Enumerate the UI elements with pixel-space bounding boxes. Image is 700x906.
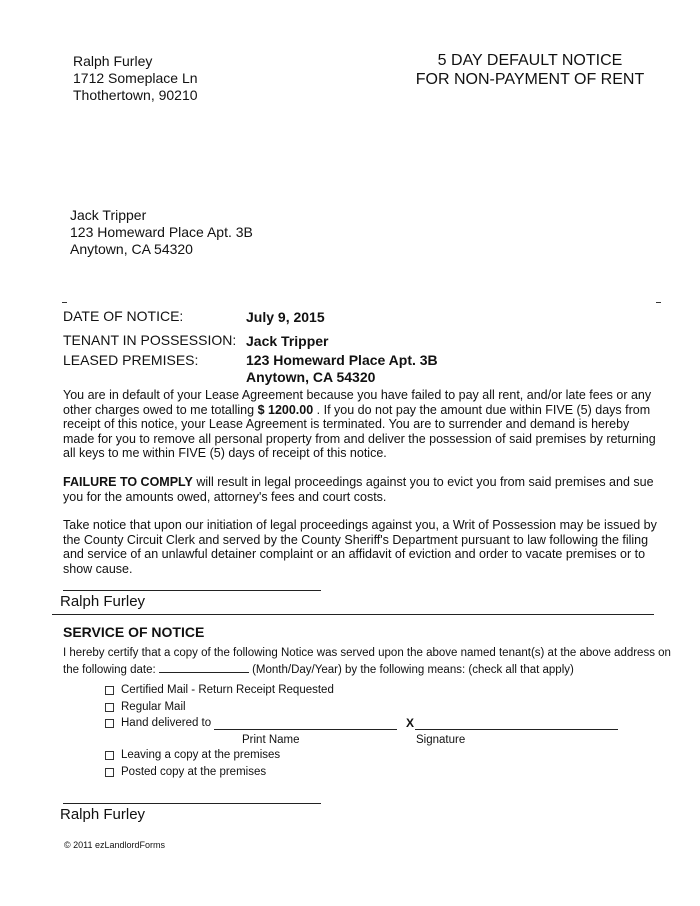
premises-label: LEASED PREMISES: [63, 352, 199, 368]
text: You are in default of your Lease Agreement because you have failed to pay all rent, and/or late fees or any other charges owed to me totalling [63, 388, 652, 417]
checkbox-icon [105, 768, 114, 777]
copyright: © 2011 ezLandlordForms [64, 840, 166, 850]
print-name-line [214, 729, 397, 730]
server-signature-line [63, 803, 321, 804]
margin-mark [62, 302, 67, 303]
option-label: Leaving a copy at the premises [121, 749, 281, 761]
option-posted-copy [105, 766, 266, 778]
title-line-2: FOR NON-PAYMENT OF RENT [415, 71, 645, 88]
service-certification [63, 645, 673, 678]
landlord-signature-name: Ralph Furley [60, 593, 146, 610]
checkbox-icon [105, 686, 114, 695]
text: . If you do not pay the amount due within FIVE (5) days from receipt of this notice, your Lease Agreement is terminated. You are to surrender and demand is hereby made for you to remove all personal property from and deliver the possession of said premises by returning all keys to me within FIVE (5) days of receipt of this notice. [63, 402, 656, 461]
option-hand-delivered [105, 717, 211, 729]
premises-value [246, 352, 438, 386]
premises-line-1: 123 Homeward Place Apt. 3B [246, 352, 438, 368]
recipient-address [70, 207, 253, 258]
option-label: Posted copy at the premises [121, 766, 267, 778]
date-value: July 9, 2015 [246, 309, 325, 325]
server-signature-name: Ralph Furley [60, 806, 146, 823]
sender-name: Ralph Furley [73, 53, 153, 69]
signature-line [63, 590, 321, 591]
recipient-street: 123 Homeward Place Apt. 3B [70, 224, 253, 240]
hand-signature-line [415, 729, 618, 730]
service-heading: SERVICE OF NOTICE [63, 624, 205, 640]
recipient-city: Anytown, CA 54320 [70, 241, 193, 257]
text: (Month/Day/Year) by the following means: (check all that apply) [248, 664, 574, 676]
sender-city: Thothertown, 90210 [73, 87, 198, 103]
notice-body [63, 388, 663, 591]
text: will result in legal proceedings against you to evict you from said premises and sue you for the amounts owed, attorney's fees and court costs. [63, 474, 654, 504]
tenant-label: TENANT IN POSSESSION: [63, 332, 237, 348]
section-divider [52, 614, 654, 615]
premises-line-2: Anytown, CA 54320 [246, 369, 376, 385]
amount-owed: $ 1200.00 [257, 402, 314, 417]
tenant-value: Jack Tripper [246, 333, 329, 349]
margin-mark [656, 302, 661, 303]
checkbox-icon [105, 751, 114, 760]
service-date-blank [159, 661, 249, 673]
option-certified-mail [105, 684, 334, 696]
option-label: Hand delivered to [121, 717, 212, 729]
text: I hereby certify that a copy of the following Notice was served upon the above named tenant(s) at the above address on the following date: [63, 647, 671, 676]
failure-heading: FAILURE TO COMPLY [63, 474, 193, 489]
checkbox-icon [105, 703, 114, 712]
failure-paragraph [63, 475, 663, 504]
sender-address [73, 53, 198, 104]
signature-x-mark: X [406, 716, 415, 730]
option-regular-mail [105, 701, 186, 713]
document-title [380, 51, 680, 89]
default-paragraph [63, 388, 663, 461]
sender-street: 1712 Someplace Ln [73, 70, 198, 86]
option-label: Regular Mail [121, 701, 186, 713]
writ-paragraph: Take notice that upon our initiation of legal proceedings against you, a Writ of Possession may be issued by the County Circuit Clerk and served by the County Sheriff's Department pursuant to law following the filing and service of an unlawful detainer complaint or an affidavit of eviction and order to vacate premises or to show cause. [63, 518, 657, 576]
option-label: Certified Mail - Return Receipt Requested [121, 684, 334, 696]
option-leaving-copy [105, 749, 280, 761]
signature-label: Signature [416, 734, 466, 746]
checkbox-icon [105, 719, 114, 728]
print-name-label: Print Name [242, 734, 300, 746]
date-label: DATE OF NOTICE: [63, 308, 184, 324]
recipient-name: Jack Tripper [70, 207, 147, 223]
title-line-1: 5 DAY DEFAULT NOTICE [437, 52, 623, 69]
